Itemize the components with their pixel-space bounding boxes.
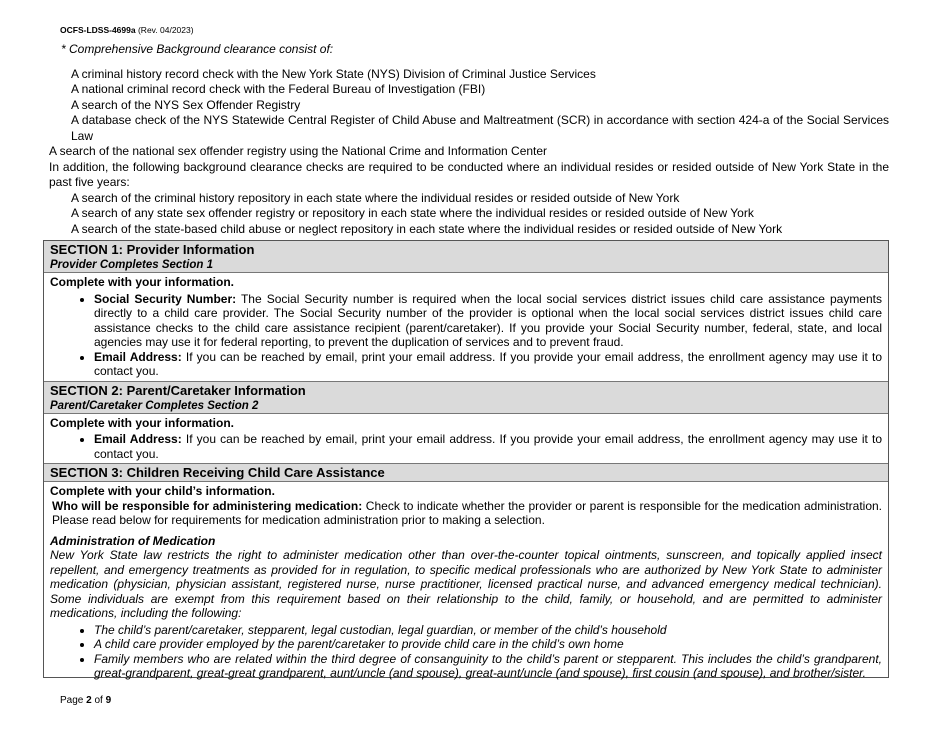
email-text: If you can be reached by email, print your email address. If you provide your email address, the enrollment agency may use it to contact you. bbox=[94, 432, 883, 461]
list-item: • A child care provider employed by the parent/caretaker to provide child care in the child’s own home bbox=[94, 637, 882, 652]
medication-text: Check to indicate whether the provider or parent is responsible for the medication administration. Please read below for requirements for medication administration prior to making a selection. bbox=[52, 498, 882, 527]
email-label: Email Address: bbox=[94, 349, 182, 364]
total-pages: 9 bbox=[105, 695, 112, 706]
administration-text: New York State law restricts the right to administer medication other than over-the-counter topical ointments, sunscreen, and topically applied insect repellent, and emergency treatments as provided for in regulation, to specific medical professionals who are authorized by New York State to administer medication (physician, physician assistant, registered nurse, nurse practitioner, licensed practical nurse, and advanced emergency medical technician). Some individuals are exempt from this requirement based on their relationship to the child, family, or household, and are permitted to administer medications, including the following: bbox=[50, 548, 882, 620]
additional-check: A search of any state sex offender registry or repository in each state where the individual resides or resided outside of New York bbox=[71, 206, 754, 220]
clearance-check: A search of the NYS Sex Offender Registry bbox=[71, 97, 301, 112]
section3-instruction: Complete with your child’s information. bbox=[50, 484, 275, 498]
administration-heading: Administration of Medication bbox=[50, 533, 216, 548]
list-item bbox=[94, 292, 882, 350]
section2-subtitle: Parent/Caretaker Completes Section 2 bbox=[50, 399, 259, 412]
list-item: • The child’s parent/caretaker, stepparent, legal custodian, legal guardian, or member of the child’s household bbox=[94, 623, 882, 638]
additional-checks-intro: In addition, the following background clearance checks are required to be conducted where an individual resides or resided outside of New York State in the past five years: bbox=[49, 159, 889, 189]
clearance-check: A national criminal record check with the Federal Bureau of Investigation (FBI) bbox=[71, 82, 486, 96]
of-word: of bbox=[94, 695, 103, 706]
email-label: Email Address: bbox=[94, 432, 182, 446]
section2-title: SECTION 2: Parent/Caretaker Information bbox=[50, 382, 306, 398]
list-item: • Family members who are related within the third degree of consanguinity to the child’s parent or stepparent. This includes the child’s grandparent, great-grandparent, great-great grandparent, aunt/uncle (and spouse), great-aunt/uncle (and spouse), first cousin (and spouse), and brother/sister. bbox=[94, 652, 882, 681]
section3-title: SECTION 3: Children Receiving Child Care Assistance bbox=[50, 465, 385, 480]
form-revision: (Rev. 04/2023) bbox=[137, 25, 194, 35]
ssn-text: The Social Security number is required when the local social services district issues child care assistance payments directly to a child care provider. The Social Security number of the provider is optional when the local social services district issues child care assistance checks to the child care assistance recipient (parent/caretaker). If you provide your Social Security number, federal, state, and local agencies may use it for federal reporting, to prevent the duplication of services and to prevent fraud. bbox=[94, 291, 882, 349]
section1-instruction: Complete with your information. bbox=[50, 275, 235, 289]
section3-header bbox=[44, 463, 888, 482]
section1-title: SECTION 1: Provider Information bbox=[50, 242, 255, 257]
instructions-table bbox=[43, 240, 889, 678]
section2-instruction: Complete with your information. bbox=[50, 415, 235, 430]
clearance-intro bbox=[49, 42, 889, 237]
form-header bbox=[60, 25, 194, 35]
clearance-title: * Comprehensive Background clearance consist of: bbox=[61, 42, 334, 56]
page-number bbox=[60, 695, 111, 706]
section1-body bbox=[44, 273, 888, 379]
section3-body bbox=[44, 482, 888, 681]
section1-subtitle: Provider Completes Section 1 bbox=[50, 259, 213, 271]
current-page: 2 bbox=[86, 695, 92, 706]
ssn-label: Social Security Number: bbox=[94, 291, 237, 306]
list-item bbox=[94, 432, 882, 461]
medication-label: Who will be responsible for administering medication: bbox=[52, 498, 363, 513]
email-text: If you can be reached by email, print your email address. If you provide your email address, the enrollment agency may use it to contact you. bbox=[94, 349, 883, 378]
section1-header bbox=[44, 241, 888, 273]
additional-check: A search of the criminal history repository in each state where the individual resides or resided outside of New York bbox=[71, 190, 680, 205]
page-word: Page bbox=[60, 695, 84, 706]
clearance-check: A database check of the NYS Statewide Central Register of Child Abuse and Maltreatment (SCR) in accordance with section 424-a of the Social Services Law bbox=[71, 113, 889, 143]
section2-body bbox=[44, 414, 888, 462]
national-registry-check: A search of the national sex offender registry using the National Crime and Information Center bbox=[49, 144, 548, 158]
list-item bbox=[94, 350, 882, 379]
medication-responsibility bbox=[50, 499, 882, 528]
clearance-check: A criminal history record check with the New York State (NYS) Division of Criminal Justice Services bbox=[71, 66, 596, 81]
section2-header bbox=[44, 381, 888, 414]
form-id: OCFS-LDSS-4699a bbox=[60, 25, 136, 35]
additional-check: A search of the state-based child abuse or neglect repository in each state where the individual resides or resided outside of New York bbox=[71, 221, 783, 236]
